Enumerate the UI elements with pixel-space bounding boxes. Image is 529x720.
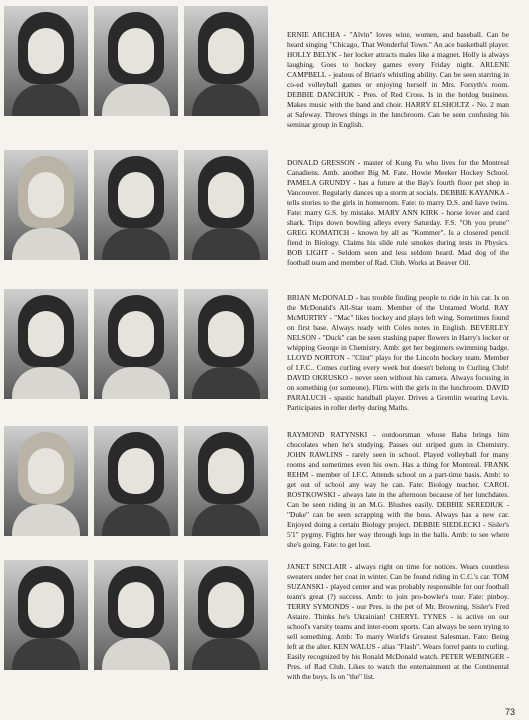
portrait-photo	[94, 150, 178, 260]
portrait-photo	[94, 289, 178, 399]
portrait-photo	[184, 6, 268, 116]
portrait-photo	[184, 426, 268, 536]
portrait-photo	[184, 150, 268, 260]
student-bio: JANET SINCLAIR - always right on time for notices. Wears countless sweaters under her coat in winter. Can be found riding in C.C.'s car. TOM SUZANSKI - played center and was probably responsible for our football team's great (?) success. Amb: to join pro-bowler's tour. Fate: pinboy. TERRY SYMONDS - our Pres. is the pet of Mr. Browning. Sisler's Fred Astaire. Thinks he's Ukrainian! CHERYL TYNES - is active on our school's varsity teams and inter-room sports. Can always be seen trying to sell something. Amb: To marry World's Greatest Salesman. Fate: Being left at the alter. KEN WALUS - alias "Flash". Wears forrel pants to curling. Easily recognized by his Ronald McDonald watch. PETER WEBINGER - Pres. of Rad Club. Likes to watch the entertainment at the Continental with the boys. Is on "the" list.	[287, 562, 509, 681]
student-bio: DONALD GRESSON - master of Kung Fu who lives for the Montreal Canadiens. Amb. another Big M. Fate. Howie Meeker Hockey School. PAMELA GRUNDY - has a future at the Bay's fourth floor pet shop in Vancouver. Regularly dances up a storm at socials. DEBBIE KAYANKA - tells stories to the girls in homeroom. Fate: to marry D.S. and have twins. Fate: marry G.S. by mistake. MARY ANN KIRK - horse lover and card shark. Trips down bowling alleys every Saturday. F.S. "Oh you prune" GREG KOMATICH - known by all as "Kommer". Is a closered pencil fiend in Biology. Claims his slide rule smokes during tests in Physics. BOB LIGHT - Seldom seen and less seldom heard. Mad dog of the football team and member of Rad. Club. Works at Beaver Oil.	[287, 158, 509, 267]
page-number: 73	[505, 707, 516, 717]
student-bio: BRIAN McDONALD - has trouble finding people to ride in his car. Is on the McDonald's All-Star team. Member of the Untamed World. RAY McMURTRY - "Mac" likes hockey and plays left wing. Sometimes found on first base. Always ready with Coles notes in English. BEVERLEY NELSON - "Duck" can be seen stashing paper flowers in Harry's locker or whipping George in Chemistry. Amb: get her beginners swimming badge. LLOYD NORTON - "Clint" plays for the Lincoln hockey team. Member of I.F.C.. Comes curling every week but doesn't belong to Curling Club! DAVID OKRUSKO - never seen without his camera. Always focusing in on something (or someone). Flirts with the girls in the lunchroom. DAVID PARALUCH - spastic handball player. Drives a Gremlin wearing Levis. Participates in roller derby during Maths.	[287, 293, 509, 412]
portrait-photo	[94, 560, 178, 670]
portrait-photo	[4, 150, 88, 260]
portrait-photo	[4, 289, 88, 399]
portrait-photo	[4, 426, 88, 536]
portrait-photo	[184, 560, 268, 670]
student-bio: RAYMOND RATYNSKI - outdoorsman whose Baba brings him chocolates when he's studying. Passes out striped gum in Chemistry. JOHN RAWLINS - rarely seen in school. Played volleyball for many rooms and sometimes even his own. Has a thing for Montreal. FRANK REHM - member of I.F.C. Attends school on a part-time basis. Amb: to get out of school any way he can. Fate: Biology teacher. CAROL ROSTKOWSKI - always late in the afternoon because of her lunchdates. Can be seen riding in an M.G. Blushes easily. DEBBIE SEREDIUK - "Duke" can be seen scrapping with the boss. Always has a new car. Enjoyed doing a certain Biology project. DEBBIE SIEDLECKI - Sisler's 5'1" pygmy. Fights her way through legs in the halls. Amb: to see where she's going. Fate: to get lost.	[287, 430, 509, 549]
portrait-photo	[184, 289, 268, 399]
portrait-photo	[4, 6, 88, 116]
portrait-photo	[94, 6, 178, 116]
portrait-photo	[4, 560, 88, 670]
student-bio: ERNIE ARCHIA - "Alvin" loves wine, women, and baseball. Can be heard singing "Chicago, That Wonderful Town." An ace basketball player. HOLLY BELYK - her locker attracts males like a magnet. Holly is always laughing. Goes to hockey games every Friday night. ARLENE CAMPBELL - jealous of Brian's whistling ability. Can be seen starring in co-ed volleyball games or enjoying herself in Mrs. Forsyth's room. DEBBIE DANCHUK - Pres. of Red Cross. Is in the hotdog business. Makes music with the band and choir. HARRY ELSHOLTZ - No. 2 man at Safeway. Throws things in the lunchroom. Can be seen confusing his seminar group in English.	[287, 30, 509, 129]
portrait-photo	[94, 426, 178, 536]
